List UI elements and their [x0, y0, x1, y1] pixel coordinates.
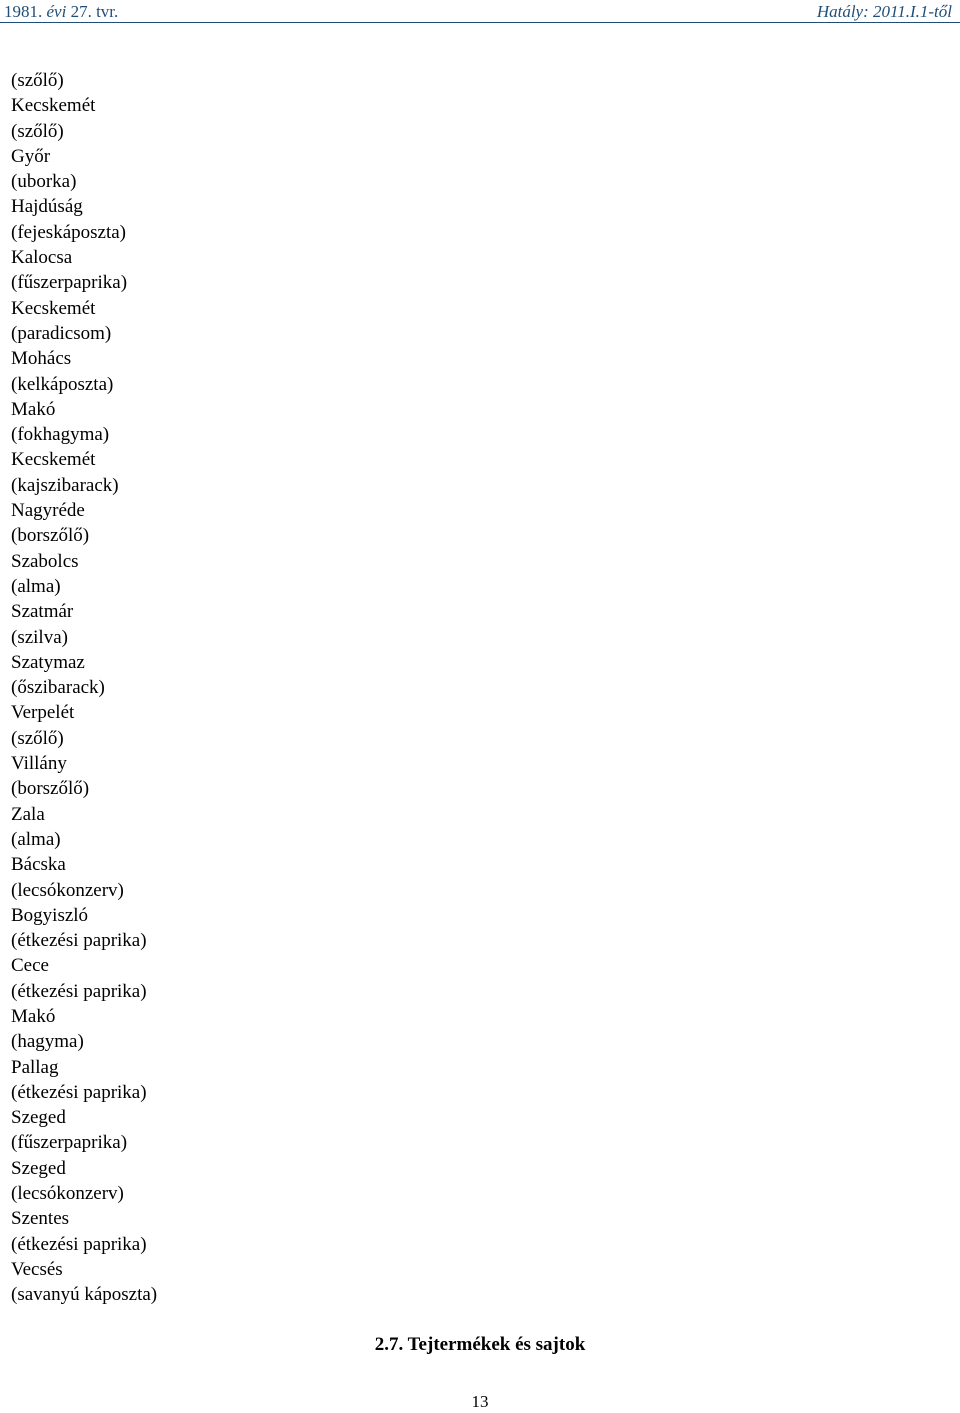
- effective-date: Hatály: 2011.I.1-től: [816, 2, 952, 21]
- list-item: Vecsés: [11, 1258, 63, 1280]
- list-item: (lecsókonzerv): [11, 879, 124, 901]
- list-item: Bácska: [11, 854, 66, 876]
- law-reference-suffix: 27. tvr.: [66, 2, 119, 21]
- header-divider: [0, 22, 960, 23]
- page-number: 13: [471, 1392, 489, 1411]
- list-item: Szatmár: [11, 601, 74, 623]
- list-item: (alma): [11, 575, 61, 597]
- list-item: (fejeskáposzta): [11, 221, 126, 243]
- list-item: (borszőlő): [11, 778, 90, 800]
- list-item: Kalocsa: [11, 247, 73, 269]
- list-item: (borszőlő): [11, 525, 90, 547]
- list-item: Cece: [11, 955, 49, 977]
- list-item: Szeged: [11, 1157, 66, 1179]
- product-origin-list: [11, 68, 157, 1308]
- list-item: (szőlő): [11, 727, 64, 749]
- law-reference-prefix: 1981.: [4, 2, 47, 21]
- list-item: (savanyú káposzta): [11, 1284, 158, 1306]
- list-item: Szentes: [11, 1208, 70, 1230]
- list-item: Mohács: [11, 348, 72, 370]
- list-item: Szabolcs: [11, 550, 79, 572]
- list-item: (szilva): [11, 626, 68, 648]
- list-item: (lecsókonzerv): [11, 1183, 124, 1205]
- list-item: Villány: [11, 753, 67, 775]
- list-item: Nagyréde: [11, 500, 85, 522]
- list-item: Makó: [11, 1005, 56, 1027]
- list-item: (étkezési paprika): [11, 980, 147, 1002]
- list-item: Kecskemét: [11, 297, 96, 319]
- list-item: (hagyma): [11, 1031, 84, 1053]
- list-item: (étkezési paprika): [11, 1081, 147, 1103]
- list-item: (szőlő): [11, 70, 64, 91]
- list-item: (fokhagyma): [11, 424, 110, 446]
- list-item: (fűszerpaprika): [11, 272, 128, 294]
- list-item: Verpelét: [11, 702, 75, 724]
- list-item: (paradicsom): [11, 322, 112, 344]
- list-item: (fűszerpaprika): [11, 1132, 128, 1154]
- list-item: Szeged: [11, 1107, 66, 1129]
- list-item: (szőlő): [11, 120, 64, 142]
- law-reference-issue: évi: [46, 2, 67, 21]
- list-item: Zala: [11, 803, 45, 825]
- list-item: Szatymaz: [11, 651, 85, 673]
- list-item: (étkezési paprika): [11, 1233, 147, 1255]
- list-item: Hajdúság: [11, 196, 83, 218]
- list-item: (uborka): [11, 171, 77, 193]
- section-heading: 2.7. Tejtermékek és sajtok: [374, 1334, 586, 1355]
- list-item: (őszibarack): [11, 677, 105, 699]
- list-item: Pallag: [11, 1056, 59, 1078]
- list-item: (étkezési paprika): [11, 930, 147, 952]
- list-item: Kecskemét: [11, 95, 96, 117]
- list-item: Kecskemét: [11, 449, 96, 471]
- page-header: [0, 0, 960, 22]
- list-item: (kelkáposzta): [11, 373, 114, 395]
- list-item: Makó: [11, 398, 56, 420]
- list-item: (kajszibarack): [11, 474, 119, 496]
- list-item: Győr: [11, 145, 51, 167]
- list-item: (alma): [11, 828, 61, 850]
- law-reference: [4, 2, 118, 22]
- list-item: Bogyiszló: [11, 904, 89, 926]
